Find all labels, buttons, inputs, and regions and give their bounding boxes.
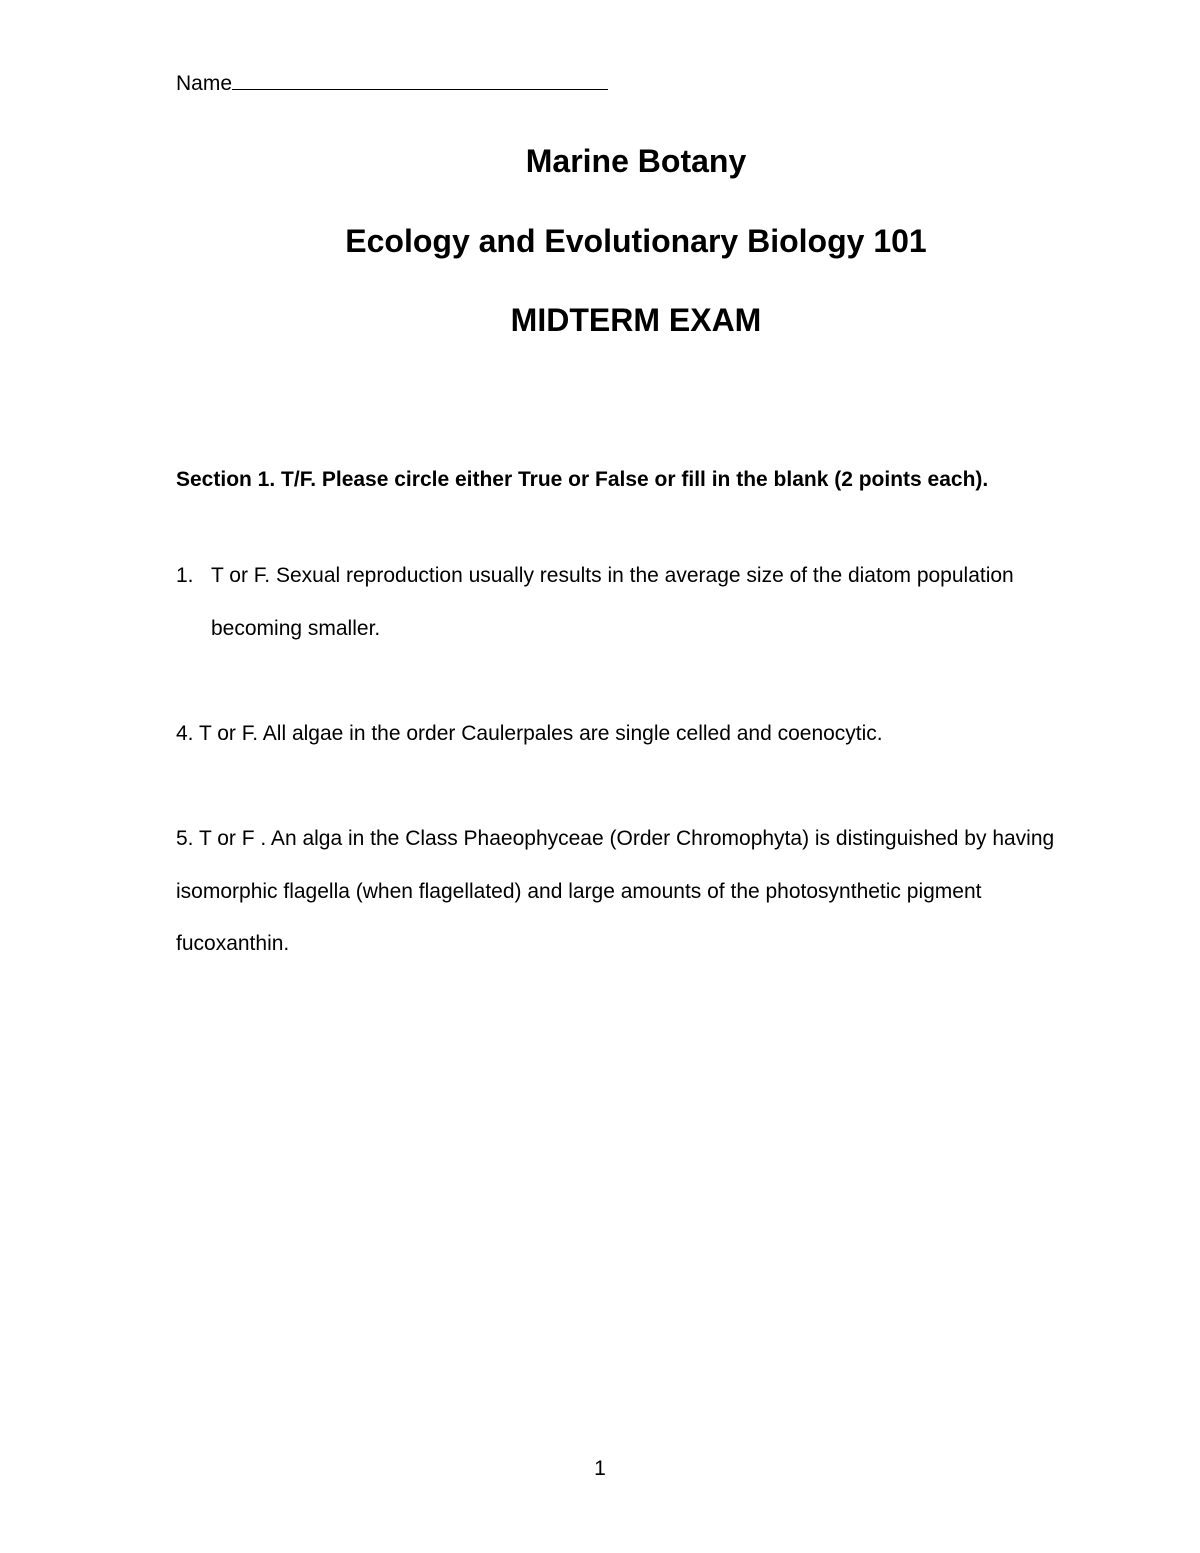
department-title: Ecology and Evolutionary Biology 101 [345,223,927,259]
page-number: 1 [594,1457,606,1480]
name-blank-line [232,70,608,90]
question-5-text: 5. T or F . An alga in the Class Phaeophyceae (Order Chromophyta) is distinguished by having isomorphic flagella (when flagellated) and large amounts of the photosynthetic pigment fucoxanthin. [176,827,1055,955]
question-4-text: 4. T or F. All algae in the order Caulerpales are single celled and coenocytic. [176,722,883,745]
course-title: Marine Botany [525,143,747,179]
section-1-instructions: Section 1. T/F. Please circle either True or False or fill in the blank (2 points each). [176,468,989,491]
name-label: Name [176,72,233,95]
question-1-number: 1. [176,564,194,587]
name-field [176,70,608,98]
exam-title: MIDTERM EXAM [510,302,762,338]
question-1-text: T or F. Sexual reproduction usually results in the average size of the diatom population becoming smaller. [211,564,1014,640]
